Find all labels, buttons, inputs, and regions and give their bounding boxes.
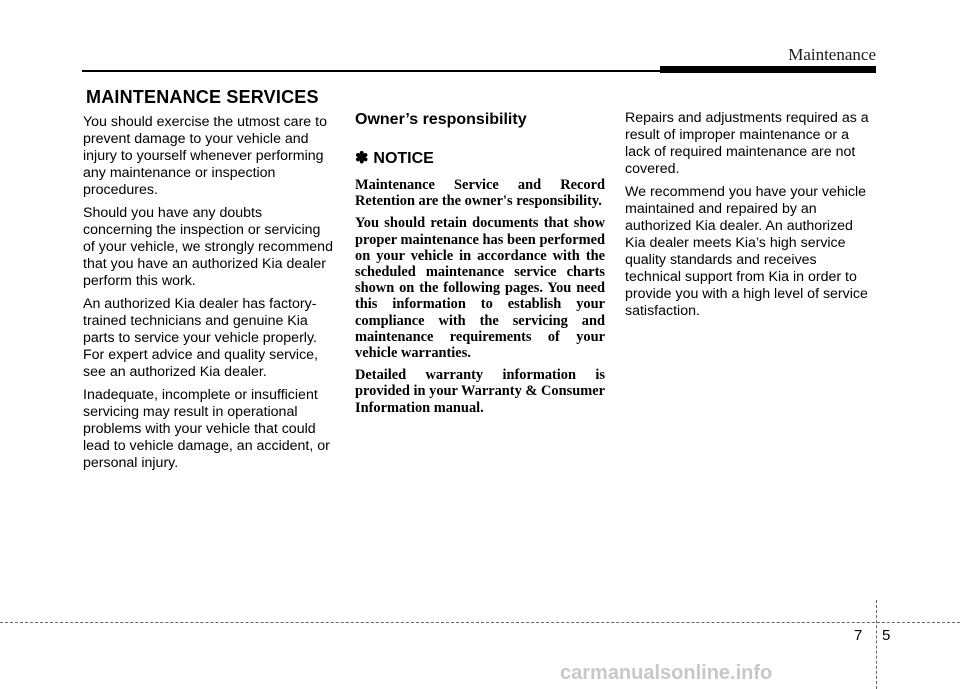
- watermark: carmanualsonline.info: [560, 662, 773, 684]
- notice-heading: [355, 150, 605, 167]
- notice-label: NOTICE: [373, 150, 434, 167]
- footer-divider: [876, 600, 877, 689]
- section-title: MAINTENANCE SERVICES: [86, 87, 319, 107]
- notice-icon: ✽: [355, 149, 369, 167]
- column-1: [83, 114, 333, 478]
- paragraph: Should you have any doubts concerning the inspection or servicing of your vehicle, we strongly recommend that you have an authorized Kia dealer perform this work.: [83, 205, 333, 289]
- notice-paragraph: You should retain documents that show proper maintenance has been performed on your vehicle in accordance with the scheduled maintenance service charts shown on the following pages. You need this information to establish your compliance with the servicing and maintenance requirements of your vehicle warranties.: [355, 215, 605, 362]
- paragraph: An authorized Kia dealer has factory-trained technicians and genuine Kia parts to service your vehicle properly. For expert advice and quality service, see an authorized Kia dealer.: [83, 296, 318, 380]
- subheading-owner-responsibility: Owner’s responsibility: [355, 111, 527, 128]
- page-number: 5: [882, 627, 891, 644]
- notice-paragraph: Maintenance Service and Record Retention are the owner's responsibility.: [355, 177, 605, 210]
- header-rule-accent: [660, 66, 876, 73]
- paragraph: Repairs and adjustments required as a result of improper maintenance or a lack of required maintenance are not covered.: [625, 110, 869, 177]
- column-2: [355, 110, 605, 422]
- paragraph: Inadequate, incomplete or insufficient servicing may result in operational problems with your vehicle that could lead to vehicle damage, an accident, or personal injury.: [83, 387, 330, 471]
- paragraph: You should exercise the utmost care to prevent damage to your vehicle and injury to yourself whenever performing any maintenance or inspection procedures.: [83, 114, 327, 198]
- paragraph: We recommend you have your vehicle maintained and repaired by an authorized Kia dealer. An authorized Kia dealer meets Kia’s high service quality standards and receives technical support from Kia in order to provide you with a high level of service satisfaction.: [625, 184, 868, 319]
- header-title: Maintenance: [788, 45, 876, 64]
- column-3: [625, 110, 875, 326]
- footer-rule: [0, 622, 960, 623]
- notice-paragraph: Detailed warranty information is provided in your Warranty & Consumer Information manual.: [355, 367, 605, 416]
- chapter-number: 7: [854, 627, 863, 644]
